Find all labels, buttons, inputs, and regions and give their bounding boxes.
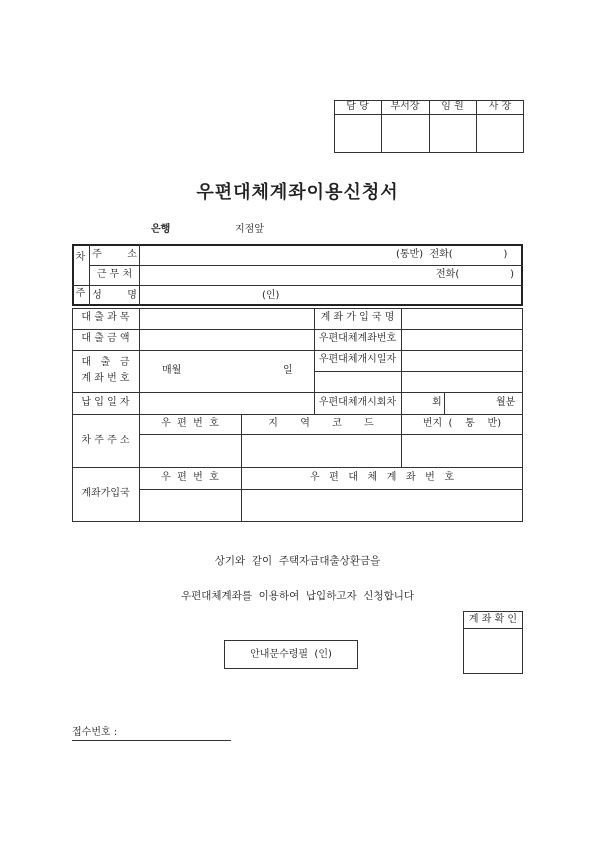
page-title: 우편대체계좌이용신청서 bbox=[196, 182, 399, 203]
loan-account-label-1: 대 출 금 bbox=[81, 357, 130, 368]
borrower-address-label: 차 주 주 소 bbox=[81, 435, 130, 446]
borrower-hdivider bbox=[72, 285, 523, 286]
loan-account-label-2: 계 좌 번 호 bbox=[81, 373, 130, 384]
postal-account-label: 우편대체계좌번호 bbox=[318, 333, 397, 344]
branch-label: 지점앞 bbox=[235, 224, 264, 235]
account-confirm-divider bbox=[463, 628, 523, 629]
borrower-label-top: 차 bbox=[75, 252, 86, 263]
monthly-pay-label: 월분 bbox=[496, 397, 516, 408]
account-post-office-label: 계좌가입국 bbox=[81, 488, 130, 499]
row-line bbox=[139, 434, 523, 435]
pay-date-label: 납 입 일 자 bbox=[81, 397, 130, 408]
monthly-label: 매월 bbox=[162, 365, 182, 376]
loan-subject-label: 대 출 과 목 bbox=[81, 312, 130, 323]
receipt-number-underline bbox=[72, 740, 231, 741]
start-date-label: 우편대체개시일자 bbox=[318, 354, 397, 365]
row-line bbox=[314, 371, 523, 372]
borrower-vdivider bbox=[139, 244, 140, 306]
statement-line-1: 상기와 같이 주택자금대출상환금을 bbox=[214, 555, 381, 567]
account-country-label: 계 좌 가 입 국 명 bbox=[320, 312, 395, 323]
approval-header-manager: 담 당 bbox=[346, 101, 369, 112]
bank-label: 은행 bbox=[151, 224, 171, 235]
start-count-label: 우편대체개시회차 bbox=[318, 397, 397, 408]
loan-amount-label: 대 출 금 액 bbox=[81, 333, 130, 344]
account-postal-code-header: 우 편 번 호 bbox=[161, 472, 219, 483]
region-code-header: 지 역 코 드 bbox=[268, 418, 374, 429]
row-line bbox=[139, 489, 523, 490]
account-confirm-label: 계 좌 확 인 bbox=[468, 614, 518, 625]
borrower-label-bottom: 주 bbox=[75, 288, 86, 299]
lot-header: 번지 ( 통 반) bbox=[422, 418, 502, 429]
statement-line-2: 우편대체계좌를 이용하여 납입하고자 신청합니다 bbox=[180, 590, 415, 602]
address-postal-code-header: 우 편 번 호 bbox=[161, 418, 219, 429]
approval-header-dept-head: 부서장 bbox=[390, 101, 420, 112]
day-label: 일 bbox=[283, 365, 293, 376]
approval-header-president: 사 장 bbox=[488, 101, 512, 112]
col-line bbox=[444, 392, 445, 414]
borrower-hdivider bbox=[89, 265, 523, 266]
name-label: 성 명 bbox=[92, 290, 137, 301]
col-line bbox=[241, 414, 242, 522]
notice-text: 안내문수령필 (인) bbox=[250, 649, 332, 660]
times-label: 회 bbox=[432, 397, 442, 408]
approval-header-executive: 임 원 bbox=[441, 101, 464, 112]
workplace-phone: 전화( ) bbox=[436, 269, 514, 280]
address-label: 주 소 bbox=[92, 249, 137, 260]
col-line bbox=[139, 308, 140, 522]
address-phone: (통반) 전화( ) bbox=[396, 249, 508, 260]
name-seal: (인) bbox=[262, 290, 280, 301]
account-number-header: 우 편 대 체 계 좌 번 호 bbox=[309, 472, 455, 483]
col-line bbox=[401, 308, 402, 414]
receipt-number-label: 접수번호 : bbox=[72, 727, 118, 738]
workplace-label: 근 무 처 bbox=[96, 269, 133, 280]
